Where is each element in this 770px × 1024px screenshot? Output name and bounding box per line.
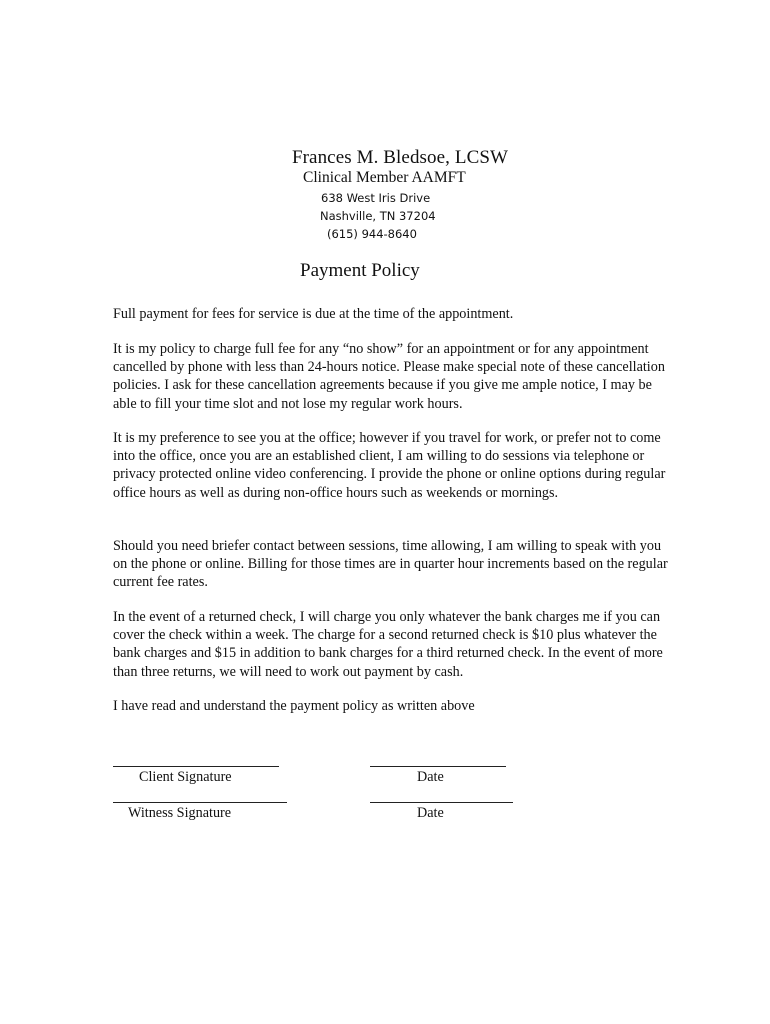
practitioner-name: Frances M. Bledsoe, LCSW	[291, 147, 509, 168]
client-date-label: Date	[417, 769, 444, 785]
paragraph-brief-contact: Should you need briefer contact between sessions, time allowing, I am willing to speak with you on the phone or online. Billing for those times are in quarter hour increments based on the regular current fee rates.	[113, 538, 668, 591]
address-street: 638 West Iris Drive	[321, 191, 431, 205]
document-title: Payment Policy	[300, 260, 420, 281]
paragraph-remote-sessions: It is my preference to see you at the office; however if you travel for work, or prefer not to come into the office, once you are an established client, I am willing to do sessions via telephone or privacy protected online video conferencing. I provide the phone or online options during regular office hours as well as during non-office hours such as weekends or mornings.	[113, 430, 666, 501]
witness-signature-line	[113, 802, 287, 803]
client-signature-label: Client Signature	[139, 769, 232, 785]
client-signature-line	[113, 766, 279, 767]
paragraph-acknowledgement: I have read and understand the payment policy as written above	[113, 698, 475, 714]
witness-date-line	[370, 802, 513, 803]
paragraph-cancellation-policy: It is my policy to charge full fee for any “no show” for an appointment or for any appointment cancelled by phone with less than 24-hours notice. Please make special note of these cancellation policies. I ask for these cancellation agreements because if you give me ample notice, I may be able to fill your time slot and not lose my regular work hours.	[113, 341, 665, 412]
address-phone: (615) 944-8640	[327, 227, 417, 241]
practitioner-credential: Clinical Member AAMFT	[303, 169, 466, 186]
paragraph-returned-check: In the event of a returned check, I will charge you only whatever the bank charges me if you can cover the check within a week. The charge for a second returned check is $10 plus whatever the bank charges and $15 in addition to bank charges for a third returned check. In the event of more than three returns, we will need to work out payment by cash.	[113, 609, 663, 680]
witness-signature-label: Witness Signature	[128, 805, 232, 821]
witness-date-label: Date	[417, 805, 444, 821]
client-date-line	[370, 766, 506, 767]
address-city: Nashville, TN 37204	[320, 209, 436, 223]
paragraph-payment-due: Full payment for fees for service is due at the time of the appointment.	[113, 306, 514, 322]
